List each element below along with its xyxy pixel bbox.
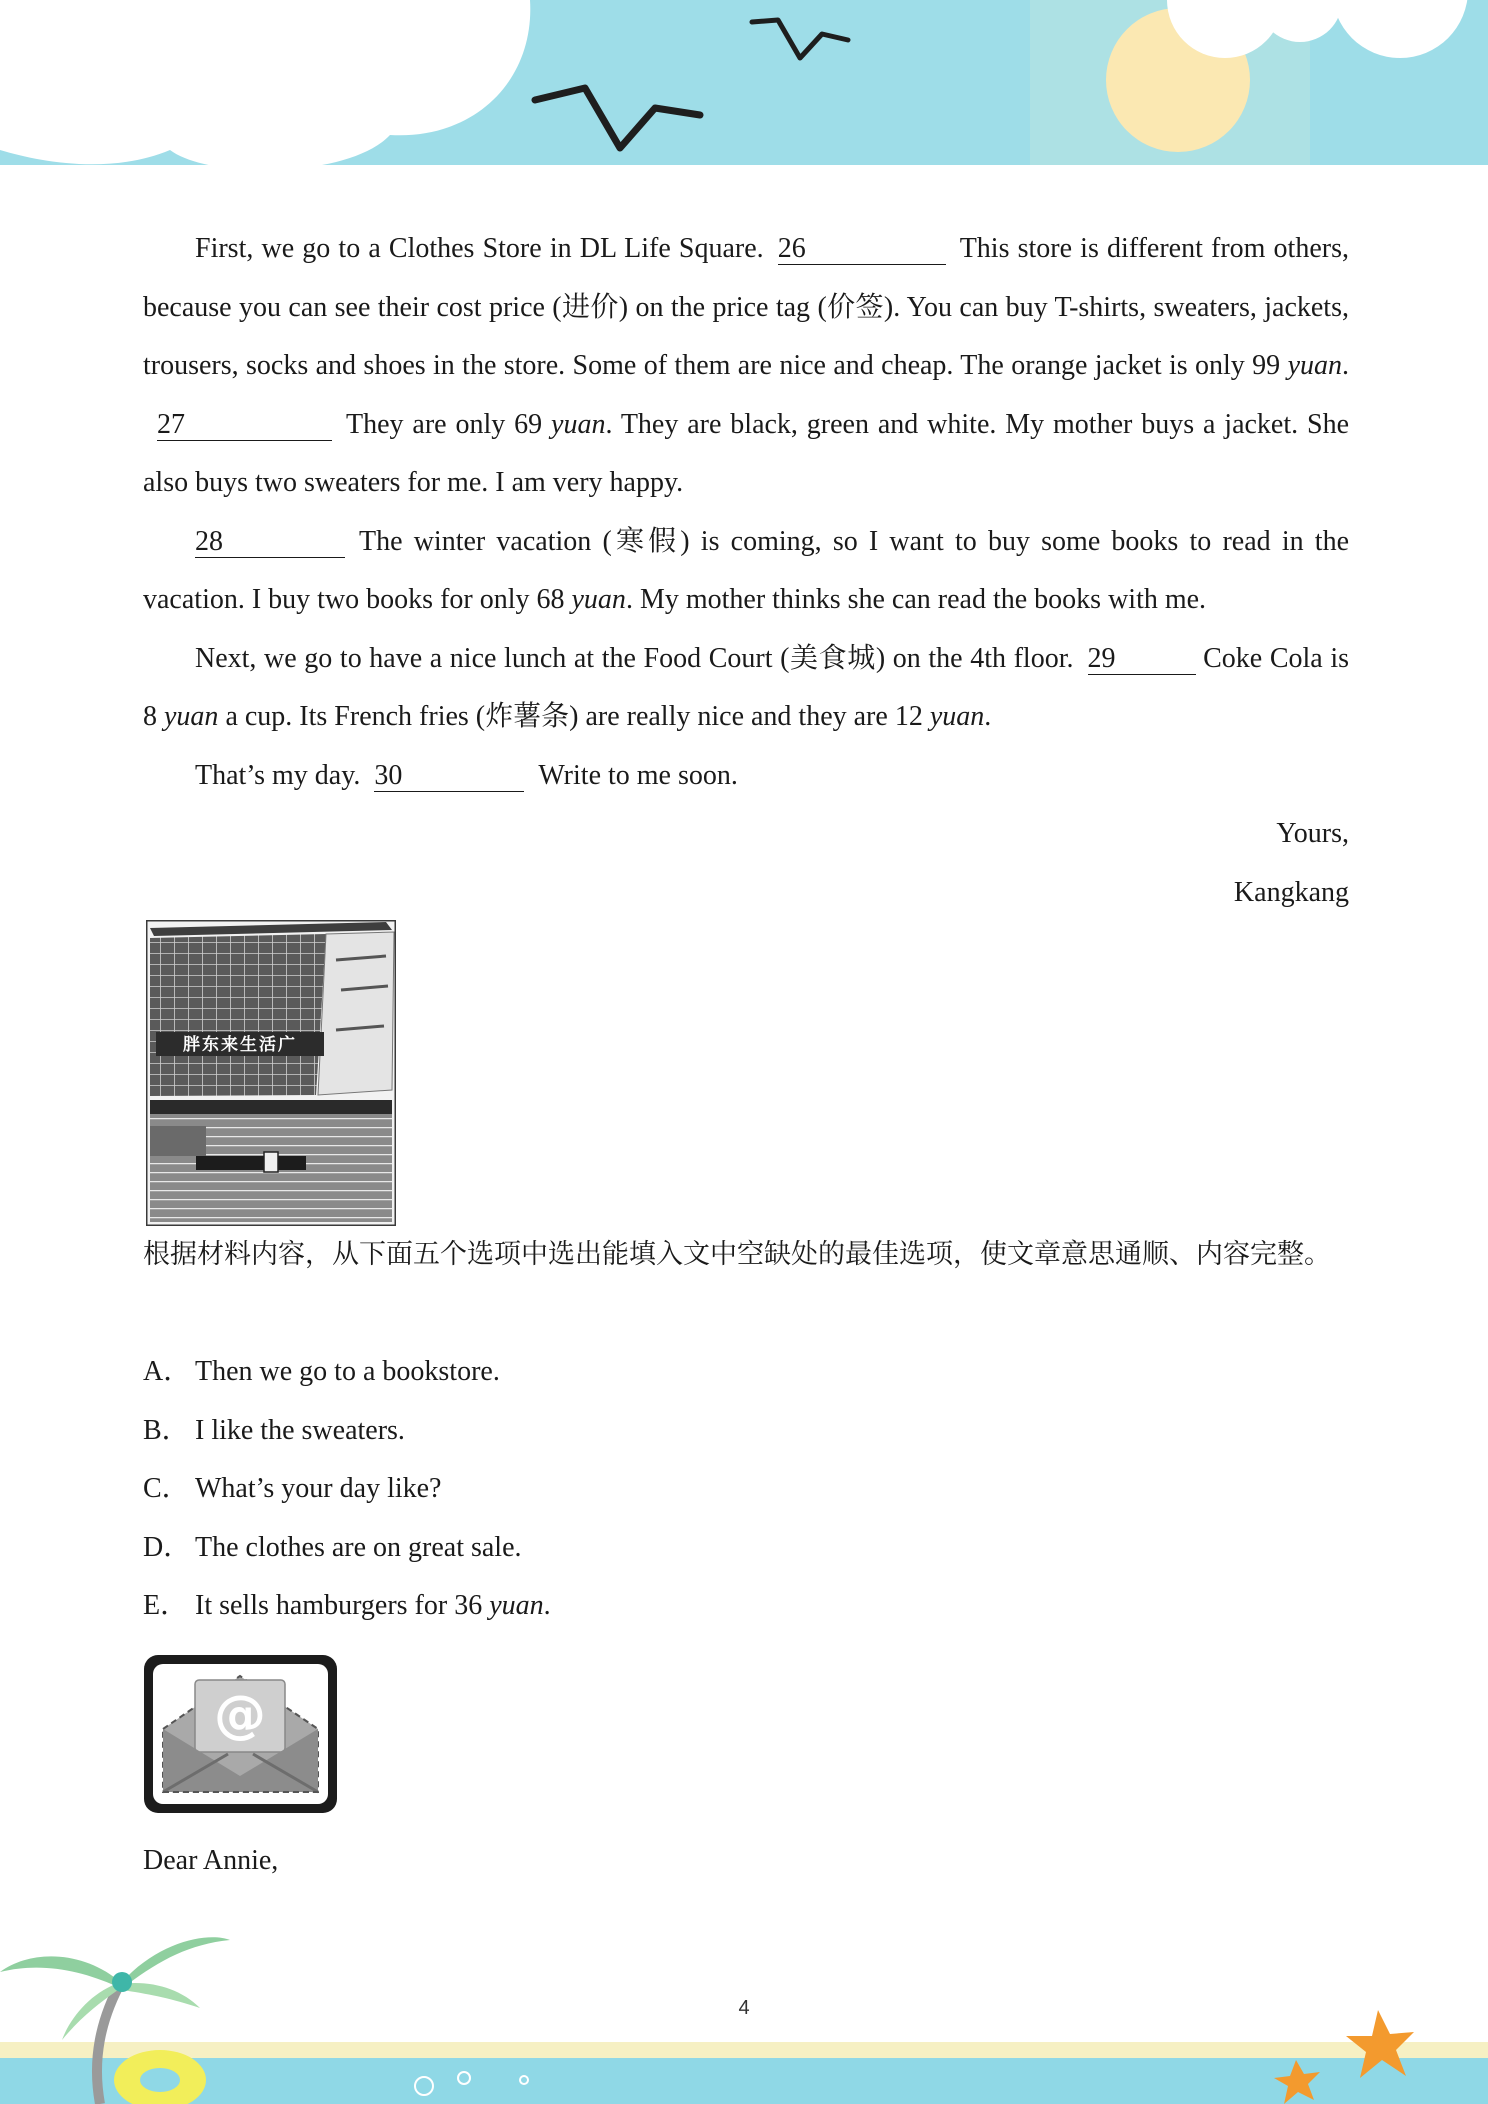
option-tail: .: [543, 1590, 551, 1621]
blank-26: 26: [778, 234, 946, 265]
p1-period: .: [1342, 350, 1349, 381]
p3-sentence-1: Next, we go to have a nice lunch at the Food Court (美食城) on the 4th floor.: [195, 642, 1074, 674]
header-banner: [0, 0, 1488, 170]
letter-body: [143, 220, 1349, 922]
paragraph-3: [143, 630, 1349, 747]
yuan-italic: yuan: [489, 1590, 544, 1621]
p3-sentence-3: a cup. Its French fries (炸薯条) are really nice and they are 12: [225, 701, 923, 732]
blank-27: 27: [157, 410, 332, 441]
option-text: What’s your day like?: [195, 1473, 442, 1504]
signature: Kangkang: [1233, 876, 1349, 908]
option-e: [143, 1577, 1349, 1636]
p3-sentence-2: Coke Cola is 8: [143, 642, 1350, 732]
option-c: [143, 1460, 1349, 1519]
at-symbol: @: [214, 1685, 266, 1745]
closing: Yours,: [1276, 818, 1349, 849]
sand-stripe: [0, 2042, 1488, 2058]
yuan-italic: yuan: [929, 701, 985, 732]
paragraph-2: [143, 513, 1349, 630]
yuan-italic: yuan: [164, 701, 219, 732]
p4-sentence-1: That’s my day.: [195, 759, 361, 791]
option-d: [143, 1519, 1349, 1578]
yuan-italic: yuan: [551, 408, 606, 440]
option-text: I like the sweaters.: [195, 1414, 405, 1446]
options-list: [143, 1343, 1349, 1636]
option-text: Then we go to a bookstore.: [195, 1356, 500, 1387]
p1-sentence-2: This store is different from others, because you can see their cost price (进价) on the price tag (价签). You can buy T-shirts, sweaters, jackets, trousers, socks and shoes in the store. Some of them are nice and cheap. The orange jacket is only 99: [143, 233, 1349, 381]
option-letter: D．: [143, 1531, 192, 1563]
option-a: [143, 1343, 1349, 1402]
mail-icon: [143, 1654, 338, 1814]
option-letter: E．: [143, 1590, 189, 1621]
option-text: The clothes are on great sale.: [195, 1531, 522, 1563]
blank-29: 29: [1088, 644, 1196, 675]
blank-30: 30: [374, 761, 524, 792]
p1-sentence-5: . They are black, green and white. My mother buys a jacket. She also buys two sweaters for me. I am very happy.: [143, 408, 1350, 498]
option-letter: B．: [143, 1414, 190, 1446]
yuan-italic: yuan: [1287, 350, 1342, 381]
p4-sentence-2: Write to me soon.: [538, 759, 738, 791]
blank-28: 28: [195, 527, 345, 558]
yuan-italic: yuan: [571, 584, 626, 615]
p3-period: .: [984, 701, 992, 732]
option-letter: C．: [143, 1473, 190, 1504]
p2-sentence-2: . My mother thinks she can read the books with me.: [625, 584, 1207, 615]
salutation: Dear Annie,: [143, 1845, 279, 1876]
p2-sentence-1: The winter vacation (寒假) is coming, so I want to buy some books to read in the vacation. I buy two books for only 68: [143, 525, 1349, 615]
mall-sign-text: 胖东来生活广: [183, 1035, 297, 1055]
paragraph-4: [143, 747, 1349, 806]
instructions: 根据材料内容，从下面五个选项中选出能填入文中空缺处的最佳选项，使文章意思通顺、内容完整。: [143, 1239, 1331, 1270]
sea-band: [0, 2058, 1488, 2104]
page-number: 4: [738, 1997, 750, 2019]
p1-sentence-4: They are only 69: [346, 408, 543, 440]
paragraph-1: [143, 220, 1349, 513]
option-text: It sells hamburgers for 36: [195, 1590, 490, 1621]
option-letter: A．: [143, 1356, 192, 1387]
option-b: [143, 1402, 1349, 1461]
p1-sentence-1: First, we go to a Clothes Store in DL Life Square.: [195, 233, 764, 264]
mall-photo: [146, 920, 396, 1226]
